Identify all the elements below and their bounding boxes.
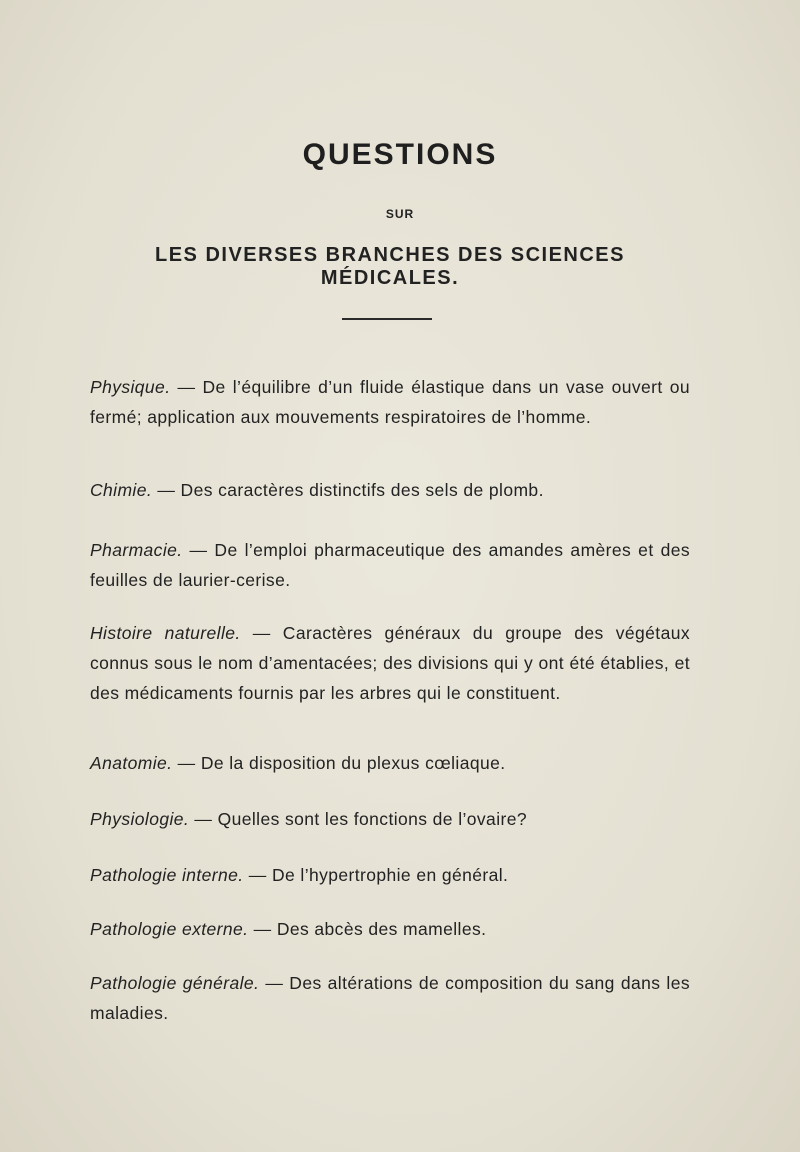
question-pharmacie: [90, 535, 690, 595]
document-subtitle: LES DIVERSES BRANCHES DES SCIENCES MÉDICALES.: [155, 244, 625, 289]
question-chimie: [90, 475, 690, 505]
subject-label: Pharmacie.: [90, 540, 183, 560]
question-text: — Des altérations de composition du sang dans les maladies.: [90, 973, 690, 1023]
subject-label: Anatomie.: [90, 753, 173, 773]
subject-label: Histoire naturelle.: [90, 623, 241, 643]
question-pathologie-interne: [90, 860, 690, 890]
question-text: — De la disposition du plexus cœliaque.: [172, 753, 506, 773]
divider-rule: [342, 318, 432, 320]
question-physiologie: [90, 804, 690, 834]
question-pathologie-generale: [90, 968, 690, 1028]
subject-label: Pathologie interne.: [90, 865, 244, 885]
question-text: — Des caractères distinctifs des sels de plomb.: [152, 480, 544, 500]
question-pathologie-externe: [90, 914, 690, 944]
question-histoire-naturelle: [90, 618, 690, 708]
question-text: — De l’hypertrophie en général.: [243, 865, 509, 885]
subject-label: Pathologie générale.: [90, 973, 260, 993]
subject-label: Physique.: [90, 377, 171, 397]
question-text: — Des abcès des mamelles.: [248, 919, 487, 939]
question-physique: [90, 372, 690, 432]
question-anatomie: [90, 748, 690, 778]
question-text: — De l’emploi pharmaceutique des amandes amères et des feuilles de laurier-cerise.: [90, 540, 690, 590]
question-text: — Caractères généraux du groupe des végétaux connus sous le nom d’amentacées; des divisions qui y ont été établies, et des médicaments fournis par les arbres qui le constituent.: [90, 623, 690, 703]
subject-label: Pathologie externe.: [90, 919, 249, 939]
document-title: QUESTIONS: [302, 138, 498, 171]
question-text: — De l’équilibre d’un fluide élastique dans un vase ouvert ou fermé; application aux mouvements respiratoires de l’homme.: [90, 377, 690, 427]
question-text: — Quelles sont les fonctions de l’ovaire?: [189, 809, 527, 829]
subject-label: Physiologie.: [90, 809, 190, 829]
subject-label: Chimie.: [90, 480, 153, 500]
title-connector: SUR: [385, 207, 415, 221]
